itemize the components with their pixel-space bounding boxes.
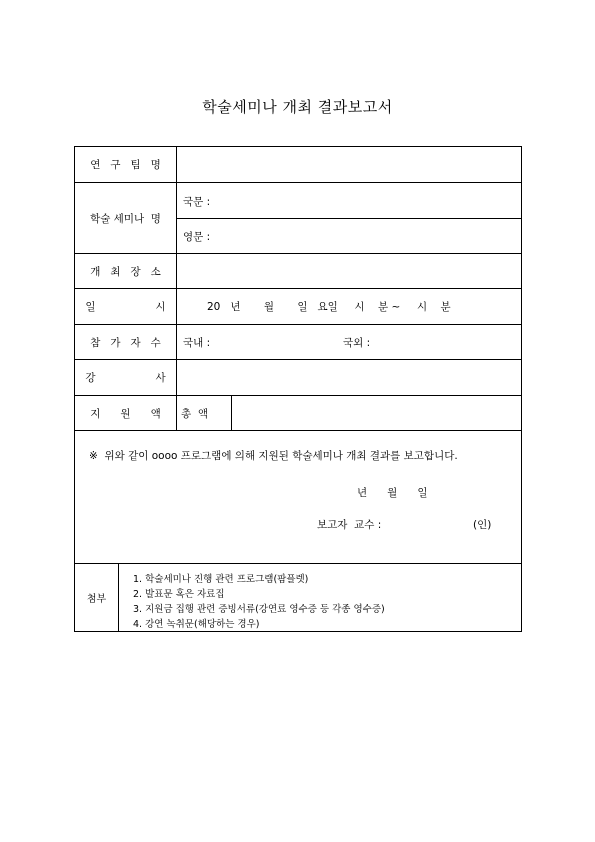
lecturer-label: 강 사 [75, 360, 177, 395]
datetime-value: 20 년 월 일 요일 시 분 ~ 시 분 [207, 301, 451, 313]
english-title-prefix: 영문 : [183, 231, 211, 243]
team-label: 연 구 팀 명 [75, 147, 177, 182]
statement-text: ※ 위와 같이 oooo 프로그램에 의해 지원된 학술세미나 개최 결과를 보고합니다. [89, 450, 458, 462]
seminar-divider [177, 218, 521, 219]
venue-row [75, 254, 521, 289]
domestic-prefix: 국내 : [183, 337, 211, 349]
lecturer-row [75, 360, 521, 396]
attachment-item-1: 1. 학술세미나 진행 관련 프로그램(팜플렛) [133, 574, 309, 585]
participants-label: 참 가 자 수 [75, 325, 177, 359]
document-title: 학술세미나 개최 결과보고서 [202, 98, 393, 116]
attachments-section [75, 564, 521, 631]
seminar-row [75, 183, 521, 254]
support-label: 지 원 액 [75, 396, 177, 430]
attachment-item-3: 3. 지원금 집행 관련 증빙서류(강연료 영수증 등 각종 영수증) [133, 604, 385, 615]
attachments-label: 첨부 [75, 564, 119, 631]
statement-section [75, 431, 521, 564]
report-form [74, 146, 522, 632]
team-row [75, 147, 521, 183]
datetime-row [75, 289, 521, 325]
total-divider [231, 396, 232, 430]
total-label: 총 액 [181, 408, 208, 420]
support-row [75, 396, 521, 431]
korean-title-prefix: 국문 : [183, 196, 211, 208]
attachment-item-2: 2. 발표문 혹은 자료집 [133, 589, 225, 600]
foreign-prefix: 국외 : [343, 337, 371, 349]
statement-date: 년 월 일 [357, 487, 428, 499]
reporter-label: 보고자 교수 : [317, 519, 382, 531]
participants-row [75, 325, 521, 360]
seal-mark: (인) [473, 519, 492, 531]
attachment-item-4: 4. 강연 녹취문(해당하는 경우) [133, 619, 260, 630]
venue-label: 개 최 장 소 [75, 254, 177, 288]
datetime-label: 일 시 [75, 289, 177, 324]
seminar-label: 학술 세미나 명 [75, 183, 177, 253]
